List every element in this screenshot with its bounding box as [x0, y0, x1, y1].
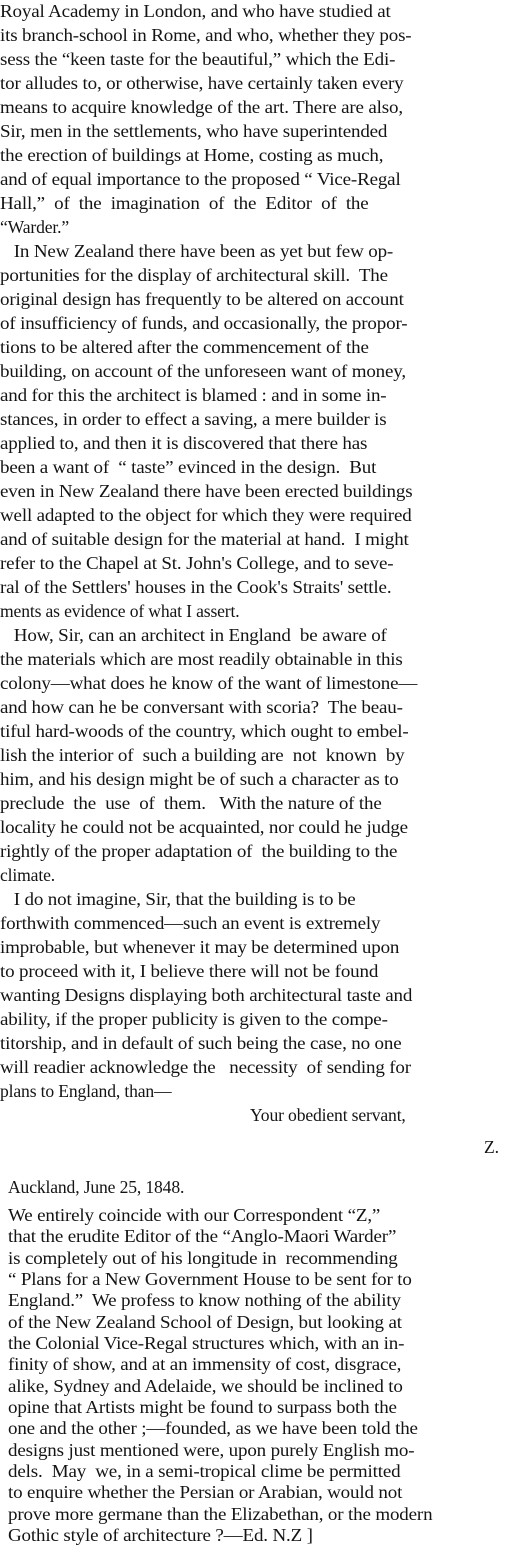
text-line: and how can he be conversant with scoria? The beau- [0, 697, 403, 717]
text-line: and of suitable design for the material at hand. I might [0, 529, 409, 549]
text-line: prove more germane than the Elizabethan, or the modern [8, 1503, 433, 1524]
text-line: the erection of buildings at Home, costing as much, [0, 145, 384, 165]
text-line: tions to be altered after the commencement of the [0, 337, 369, 357]
text-line: rightly of the proper adaptation of the building to the [0, 841, 398, 861]
text-line: building, on account of the unforeseen want of money, [0, 361, 406, 381]
text-line: applied to, and then it is discovered that there has [0, 433, 368, 453]
text-line: been a want of “ taste” evinced in the design. But [0, 457, 377, 477]
text-line: portunities for the display of architectural skill. The [0, 265, 388, 285]
text-line: Royal Academy in London, and who have studied at [0, 1, 391, 21]
text-line: means to acquire knowledge of the art. There are also, [0, 97, 403, 117]
text-line: is completely out of his longitude in recommending [8, 1247, 398, 1268]
letter-signature: Z. [484, 1137, 499, 1157]
text-line: stances, in order to effect a saving, a mere builder is [0, 409, 387, 429]
text-line: ments as evidence of what I assert. [0, 601, 240, 621]
text-line: locality he could not be acquainted, nor could he judge [0, 817, 408, 837]
text-line: even in New Zealand there have been erected buildings [0, 481, 413, 501]
text-line: and for this the architect is blamed : and in some in- [0, 385, 387, 405]
text-line: refer to the Chapel at St. John's College, and to seve- [0, 553, 394, 573]
text-line: Gothic style of architecture ?—Ed. N.Z ] [8, 1525, 313, 1545]
text-line: “Warder.” [0, 217, 70, 237]
text-line: How, Sir, can an architect in England be aware of [0, 625, 387, 645]
text-line: England.” We profess to know nothing of the ability [8, 1290, 401, 1311]
text-line: tor alludes to, or otherwise, have certainly taken every [0, 73, 404, 93]
text-line: one and the other ;—founded, as we have been told the [8, 1418, 418, 1439]
text-line: Sir, men in the settlements, who have superintended [0, 121, 388, 141]
text-line: of the New Zealand School of Design, but looking at [8, 1311, 402, 1332]
text-line: the materials which are most readily obtainable in this [0, 649, 403, 669]
dateline: Auckland, June 25, 1848. [8, 1177, 185, 1197]
text-line: will readier acknowledge the necessity of sending for [0, 1057, 411, 1077]
text-line: to proceed with it, I believe there will not be found [0, 961, 379, 981]
text-line: him, and his design might be of such a character as to [0, 769, 399, 789]
text-line: wanting Designs displaying both architectural taste and [0, 985, 413, 1005]
text-line: “ Plans for a New Government House to be sent for to [8, 1269, 412, 1289]
text-line: to enquire whether the Persian or Arabian, would not [8, 1482, 403, 1503]
text-line: climate. [0, 865, 55, 885]
text-line: the Colonial Vice-Regal structures which, with an in- [8, 1333, 405, 1353]
text-line: titorship, and in default of such being the case, no one [0, 1033, 402, 1053]
letter-signoff: Your obedient servant, [250, 1105, 406, 1125]
text-line: We entirely coincide with our Correspondent “Z,” [8, 1205, 381, 1225]
text-line: and of equal importance to the proposed “ Vice-Regal [0, 169, 401, 189]
text-line: opine that Artists might be found to surpass both the [8, 1397, 397, 1417]
text-line: designs just mentioned were, upon purely English mo- [8, 1439, 415, 1460]
text-line: colony—what does he know of the want of limestone— [0, 673, 418, 693]
text-line: original design has frequently to be altered on account [0, 289, 404, 309]
text-line: its branch-school in Rome, and who, whether they pos- [0, 25, 412, 45]
text-line: I do not imagine, Sir, that the building is to be [0, 889, 356, 909]
text-line: lish the interior of such a building are not known by [0, 745, 405, 765]
text-line: Hall,” of the imagination of the Editor of the [0, 193, 369, 213]
text-line: plans to England, than— [0, 1081, 172, 1101]
text-line: forthwith commenced—such an event is extremely [0, 913, 381, 933]
text-line: tiful hard-woods of the country, which ought to embel- [0, 721, 409, 741]
text-line: improbable, but whenever it may be determined upon [0, 937, 400, 957]
text-line: preclude the use of them. With the nature of the [0, 793, 382, 813]
text-line: dels. May we, in a semi-tropical clime be permitted [8, 1461, 401, 1481]
text-line: of insufficiency of funds, and occasionally, the propor- [0, 313, 408, 333]
text-line: alike, Sydney and Adelaide, we should be inclined to [8, 1375, 403, 1396]
text-line: ability, if the proper publicity is given to the compe- [0, 1009, 388, 1029]
text-line: finity of show, and at an immensity of cost, disgrace, [8, 1354, 402, 1375]
text-line: ral of the Settlers' houses in the Cook's Straits' settle. [0, 577, 392, 597]
text-line: In New Zealand there have been as yet but few op- [0, 241, 394, 261]
text-line: that the erudite Editor of the “Anglo-Maori Warder” [8, 1226, 397, 1247]
text-line: sess the “keen taste for the beautiful,” which the Edi- [0, 49, 396, 69]
text-line: well adapted to the object for which they were required [0, 505, 412, 525]
